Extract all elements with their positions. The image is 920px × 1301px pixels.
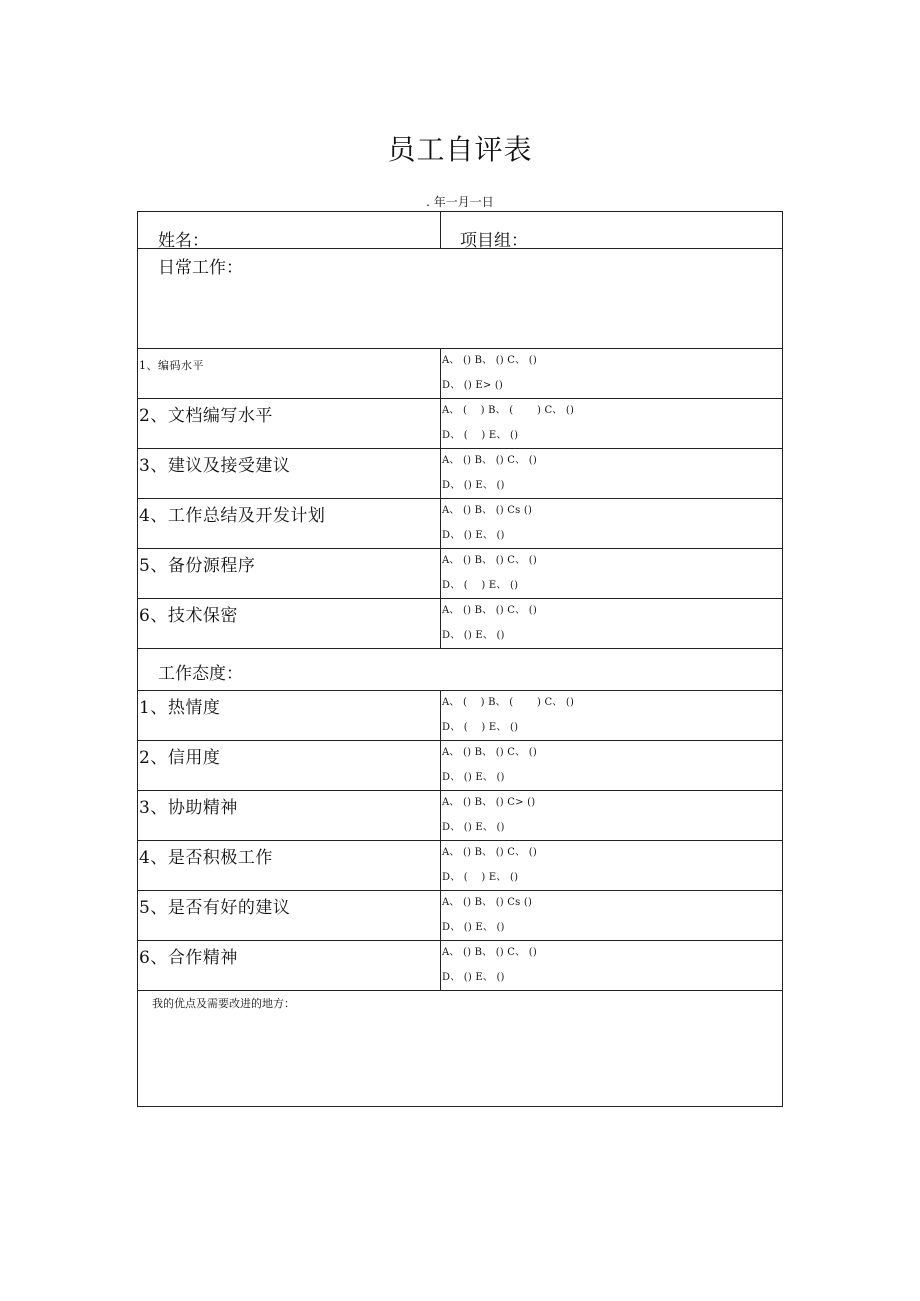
options-de[interactable]: D、 () E> () <box>442 380 504 391</box>
options-abc[interactable]: A、 ( ) B、 ( ) C、 () <box>442 697 575 708</box>
options-abc[interactable]: A、 () B、 () C、 () <box>442 605 537 616</box>
options-abc[interactable]: A、 () B、 () C、 () <box>442 847 537 858</box>
rating-row <box>138 349 782 399</box>
item-label: 5、是否有好的建议 <box>139 898 291 918</box>
work-attitude-section <box>138 649 782 691</box>
project-group-field[interactable]: 项目组： <box>460 231 528 251</box>
options-abc[interactable]: A、 () B、 () C> () <box>442 797 536 808</box>
options-abc[interactable]: A、 () B、 () Cs () <box>442 897 533 908</box>
name-field[interactable]: 姓名： <box>158 231 209 251</box>
item-label: 4、是否积极工作 <box>139 848 273 868</box>
rating-row <box>138 791 782 841</box>
item-label: 5、备份源程序 <box>139 556 256 576</box>
date-line: . 年一月一日 <box>426 195 494 209</box>
comment-label: 我的优点及需要改进的地方： <box>152 997 295 1010</box>
item-label: 6、技术保密 <box>139 606 238 626</box>
options-de[interactable]: D、 () E、 () <box>442 630 505 641</box>
options-de[interactable]: D、 () E、 () <box>442 822 505 833</box>
rating-row <box>138 741 782 791</box>
item-label: 3、建议及接受建议 <box>139 456 291 476</box>
daily-work-section <box>138 249 782 349</box>
options-de[interactable]: D、 () E、 () <box>442 480 505 491</box>
rating-row <box>138 449 782 499</box>
options-de[interactable]: D、 () E、 () <box>442 922 505 933</box>
options-abc[interactable]: A、 () B、 () C、 () <box>442 947 537 958</box>
self-evaluation-form <box>137 211 783 1107</box>
rating-row <box>138 691 782 741</box>
options-de[interactable]: D、 ( ) E、 () <box>442 580 519 591</box>
rating-row <box>138 941 782 991</box>
options-abc[interactable]: A、 () B、 () C、 () <box>442 455 537 466</box>
page-title: 员工自评表 <box>387 133 533 166</box>
rating-row <box>138 891 782 941</box>
options-de[interactable]: D、 ( ) E、 () <box>442 722 519 733</box>
comment-section[interactable] <box>138 991 782 1106</box>
options-abc[interactable]: A、 () B、 () C、 () <box>442 355 537 366</box>
options-de[interactable]: D、 () E、 () <box>442 530 505 541</box>
item-label: 2、信用度 <box>139 748 221 768</box>
options-abc[interactable]: A、 ( ) B、 ( ) C、 () <box>442 405 575 416</box>
rating-row <box>138 841 782 891</box>
options-abc[interactable]: A、 () B、 () Cs () <box>442 505 533 516</box>
options-de[interactable]: D、 ( ) E、 () <box>442 872 519 883</box>
header-row <box>138 212 782 249</box>
item-label: 1、热情度 <box>139 698 221 718</box>
options-abc[interactable]: A、 () B、 () C、 () <box>442 555 537 566</box>
item-label: 2、文档编写水平 <box>139 406 273 426</box>
rating-row <box>138 499 782 549</box>
options-de[interactable]: D、 ( ) E、 () <box>442 430 519 441</box>
item-label: 6、合作精神 <box>139 948 238 968</box>
item-label: 1、编码水平 <box>139 359 204 372</box>
work-attitude-label: 工作态度： <box>158 664 243 684</box>
rating-row <box>138 599 782 649</box>
options-abc[interactable]: A、 () B、 () C、 () <box>442 747 537 758</box>
options-de[interactable]: D、 () E、 () <box>442 972 505 983</box>
item-label: 3、协助精神 <box>139 798 238 818</box>
rating-row <box>138 399 782 449</box>
options-de[interactable]: D、 () E、 () <box>442 772 505 783</box>
rating-row <box>138 549 782 599</box>
item-label: 4、工作总结及开发计划 <box>139 506 326 526</box>
daily-work-label: 日常工作： <box>158 258 243 278</box>
